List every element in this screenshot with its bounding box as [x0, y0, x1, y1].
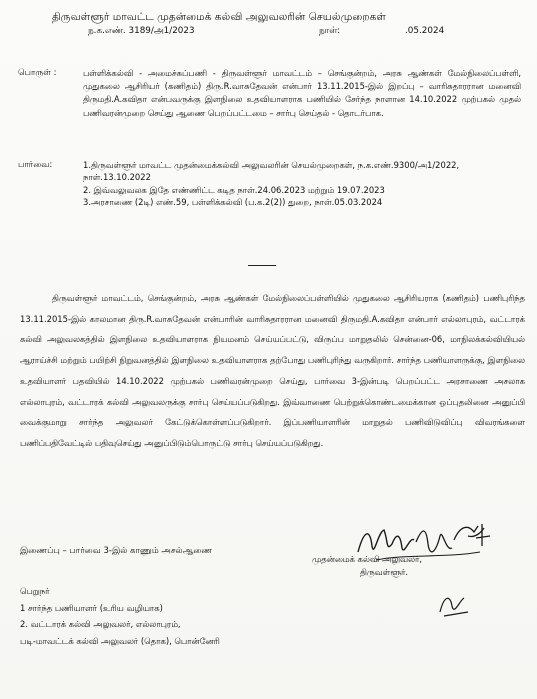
references-label: பார்வை: — [18, 160, 53, 170]
reference-item-2: 2. இவ்வலுவலக இதே எண்ணிட்ட கடித நாள்.24.06.2023 மற்றும் 19.07.2023 — [83, 184, 385, 195]
recipient-item-3: படி-மாவட்டக் கல்வி அலுவலர் (தொக), பொன்னேரி — [20, 636, 220, 646]
document-title: திருவள்ளூர் மாவட்ட முதன்மைக் கல்வி அலுவலரின் செயல்முறைகள் — [52, 11, 386, 23]
recipient-item-1: 1 சார்ந்த பணியாளர் (உரிய வழியாக) — [20, 603, 163, 613]
reference-number: ந.க.எண். 3189/அ1/2023 — [88, 26, 195, 36]
body-paragraph: திருவள்ளூர் மாவட்டம், செங்குன்றம், அரசு ஆண்கள் மேல்நிலைப்பள்ளியில் முதுகலை ஆசிரியராக (கணிதம்) பணிபுரிந்த 13.11.2015-இல் காலமான திரு.R.வாசுதேவன் என்பாரின் வாரிசுதாரரான மனைவி திருமதி.A.கவிதா என்பார் எல்லாபுரம், வட்டாரக் கல்வி அலுவலகத்தில் இளநிலை உதவியாளராக நியமனம் செய்யப்பட்டு, விருப்ப மாறுதலில் சென்னை-06, மாநிலக்கல்வியியல் ஆராய்ச்சி மற்றும் பயிற்சி நிறுவனத்தில் இளநிலை உதவியாளராக தற்போது பணிபுரிந்து வருகிறார். சார்ந்த பணியாளருக்கு, இளநிலை உதவியாளர் பதவியில் 14.10.2022 முற்பகல் பணிவரன்முறை செய்து, பார்வை 3-இன்படி பெறப்பட்ட அரசாணை அசலாக எல்லாபுரம், வட்டாரக் கல்வி அலுவலருக்கு சார்பு செய்யப்படுகிறது. இவ்வாணை பெற்றுக்கொண்டமைக்கான ஒப்புதலினை அனுப்பி வைக்குமாறு சார்ந்த அலுவலர் கேட்டுக்கொள்ளப்படுகிறார். இப்பணியாளரின் மாறுதல் பணிவிடுவிப்பு விவரங்களை பணிப்பதிவேட்டில் பதிவுசெய்து அனுப்பிடும்பொருட்டு சார்பு செய்யப்படுகிறது. — [20, 293, 525, 448]
body-text — [20, 288, 525, 454]
subject-label: பொருள் : — [18, 68, 57, 78]
reference-item-3: 3.அரசாணை (2டி) எண்.59, பள்ளிக்கல்வி (ப.க.2(2)) துறை, நாள்.05.03.2024 — [83, 197, 383, 208]
subject-text: பள்ளிக்கல்வி - அமைச்சுப்பணி - திருவள்ளூர் மாவட்டம் – செங்குன்றம், அரசு ஆண்கள் மேல்நிலைப்பள்ளி, முதுகலை ஆசிரியர் (கணிதம்) திரு.R.வாசுதேவன் என்பார் 13.11.2015-இல் இறப்பு – வாரிசுதாரரான மனைவி திருமதி.A.கவிதா என்பவருக்கு இளநிலை உதவியாளராக பணியில் சேர்ந்த நாளான 14.10.2022 முற்பகல் முதல் பணிவரன்முறை செய்து ஆணை பெறப்பட்டமை – சார்பு செய்தல் - தொடர்பாக. — [83, 68, 521, 118]
signature-designation: முதன்மைக் கல்வி அலுவலர், — [312, 554, 422, 564]
initials-signature — [434, 590, 474, 620]
date-label: நாள்: — [319, 26, 341, 36]
section-divider — [248, 265, 276, 266]
date-value: .05.2024 — [405, 26, 445, 36]
reference-item-1: 1.திருவள்ளூர் மாவட்ட முதன்மைக்கல்வி அலுவலரின் செயல்முறைகள், ந.க.எண்.9300/அ1/2022, நாள்.13.10.2022 — [83, 160, 460, 182]
signature-place: திருவள்ளூர். — [360, 567, 409, 577]
enclosure-note: இணைப்பு – பார்வை 3-இல் காணும் அசல்ஆணை — [20, 546, 213, 556]
recipient-item-2: 2. வட்டாரக் கல்வி அலுவலர், எல்லாபுரம், — [20, 619, 181, 629]
recipients-label: பெறுநர் — [20, 586, 50, 596]
references-list — [83, 160, 521, 210]
